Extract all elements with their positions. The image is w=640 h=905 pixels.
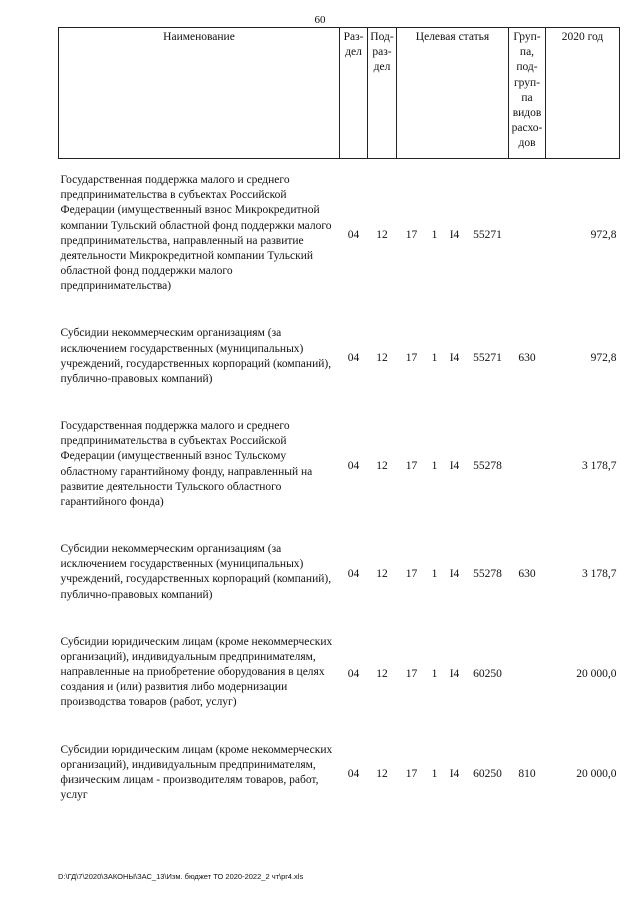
row-name: Субсидии некоммерческим организациям (за исключением государственных (муниципальных) учреждений, государственных корпораций (компаний), публично-правовых компаний) — [60, 327, 332, 385]
budget-table — [58, 27, 620, 821]
header-section: Раз-дел — [340, 28, 368, 159]
row-subsection: 12 — [376, 567, 388, 580]
row-amount: 3 178,7 — [582, 567, 617, 580]
row-target-subprogram: 1 — [431, 768, 438, 781]
header-target: Целевая статья — [397, 28, 509, 159]
row-target-program: 17 — [405, 668, 418, 681]
header-year: 2020 год — [546, 28, 620, 159]
row-target-program: 17 — [405, 567, 418, 580]
table-row — [59, 312, 620, 405]
row-expense-group: 630 — [518, 352, 536, 365]
row-section: 04 — [347, 352, 360, 365]
row-target-program: 17 — [405, 229, 418, 242]
row-target-subprogram: 1 — [431, 229, 438, 242]
row-target-project: I4 — [449, 459, 460, 472]
row-target-project: I4 — [449, 567, 460, 580]
table-row — [59, 159, 620, 313]
page-number: 60 — [314, 14, 326, 26]
row-target-project: I4 — [449, 229, 460, 242]
row-target-direction: 60250 — [473, 768, 502, 781]
row-expense-group — [509, 405, 546, 528]
row-expense-group: 810 — [518, 768, 536, 781]
row-target-program: 17 — [405, 459, 418, 472]
row-subsection: 12 — [376, 459, 388, 472]
row-subsection: 12 — [376, 668, 388, 681]
file-path-footer: D:\ГД\7\2020\ЗАКОНЫ\ЗАС_13\Изм. бюджет ТО 2020-2022_2 чт\pr4.xls — [58, 872, 304, 881]
table-body — [59, 159, 620, 822]
row-amount: 3 178,7 — [582, 459, 617, 472]
row-target-direction: 55278 — [473, 567, 502, 580]
row-name: Субсидии юридическим лицам (кроме некоммерческих организаций), индивидуальным предпринимателям, направленные на приобретение оборудования в целях создания и (или) развития либо модернизации производства товаров (работ, услуг) — [60, 635, 333, 709]
table-row — [59, 528, 620, 621]
row-target-project: I4 — [449, 668, 460, 681]
header-name: Наименование — [59, 28, 340, 159]
row-name: Государственная поддержка малого и среднего предпринимательства в субъектах Российской Федерации (имущественный взнос Тульскому областному гарантийному фонду, направленный на развитие деятельности Тульского областного гарантийного фонда) — [60, 420, 313, 508]
row-amount: 20 000,0 — [576, 768, 617, 781]
row-expense-group — [509, 621, 546, 729]
row-name: Государственная поддержка малого и среднего предпринимательства в субъектах Российской Федерации (имущественный взнос Микрокредитной компании Тульский областной фонд поддержки малого предпринимательства, направленный на развитие деятельности Микрокредитной компании Тульский областной фонд поддержки малого предпринимательства) — [60, 174, 332, 293]
row-target-program: 17 — [405, 768, 418, 781]
row-target-project: I4 — [449, 352, 460, 365]
row-section: 04 — [347, 229, 360, 242]
row-name: Субсидии юридическим лицам (кроме некоммерческих организаций), индивидуальным предпринимателям, физическим лицам - производителям товаров, работ, услуг — [60, 743, 333, 802]
row-expense-group — [509, 159, 546, 313]
row-section: 04 — [347, 567, 360, 580]
table-header — [59, 28, 620, 159]
row-subsection: 12 — [376, 229, 388, 242]
row-amount: 972,8 — [590, 352, 617, 365]
row-amount: 972,8 — [590, 229, 617, 242]
row-target-direction: 55278 — [473, 459, 502, 472]
row-amount: 20 000,0 — [576, 668, 617, 681]
row-section: 04 — [347, 768, 360, 781]
row-subsection: 12 — [376, 352, 388, 365]
row-target-project: I4 — [449, 768, 460, 781]
table-row — [59, 405, 620, 528]
row-target-subprogram: 1 — [431, 567, 438, 580]
row-name: Субсидии некоммерческим организациям (за исключением государственных (муниципальных) учреждений, государственных корпораций (компаний), публично-правовых компаний) — [60, 543, 332, 601]
table-row — [59, 729, 620, 822]
row-target-subprogram: 1 — [431, 352, 438, 365]
table-row — [59, 621, 620, 729]
row-target-program: 17 — [405, 352, 418, 365]
row-section: 04 — [347, 459, 360, 472]
row-target-subprogram: 1 — [431, 668, 438, 681]
row-subsection: 12 — [376, 768, 388, 781]
row-expense-group: 630 — [518, 567, 536, 580]
row-target-direction: 55271 — [473, 352, 502, 365]
header-subsection: Под-раз-дел — [368, 28, 397, 159]
row-target-subprogram: 1 — [431, 459, 438, 472]
row-target-direction: 60250 — [473, 668, 502, 681]
row-section: 04 — [347, 668, 360, 681]
row-target-direction: 55271 — [473, 229, 502, 242]
header-group: Груп-па, под-груп-па видов расхо-дов — [509, 28, 546, 159]
